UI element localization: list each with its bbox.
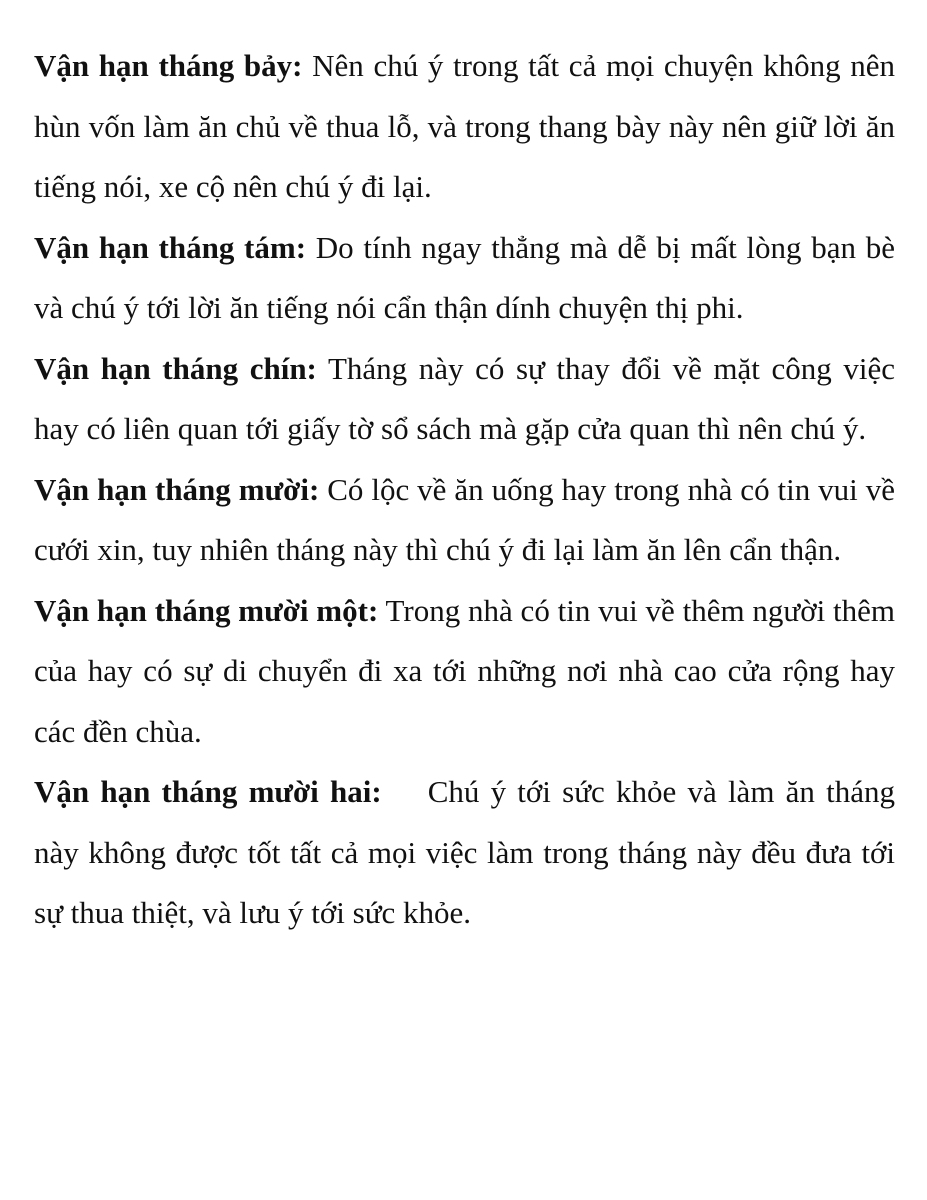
- month-label: Vận hạn tháng tám:: [34, 229, 307, 265]
- paragraph-month-12: [34, 762, 895, 944]
- month-label: Vận hạn tháng bảy:: [34, 48, 303, 83]
- month-text: Chú ý tới sức khỏe và làm ăn tháng này không được tốt tất cả mọi việc làm trong tháng này đều đưa tới sự thua thiệt, và lưu ý tới sức khỏe.: [34, 774, 896, 930]
- paragraph-month-10: [34, 460, 895, 581]
- paragraph-month-11: [34, 581, 895, 763]
- month-label: Vận hạn tháng chín:: [34, 350, 317, 386]
- month-label: Vận hạn tháng mười một:: [34, 592, 379, 628]
- month-text: Có lộc về ăn uống hay trong nhà có tin vui về cưới xin, tuy nhiên tháng này thì chú ý đi lại làm ăn lên cẩn thận.: [34, 471, 895, 567]
- document-page: [34, 36, 895, 944]
- month-label: Vận hạn tháng mười:: [34, 471, 320, 507]
- paragraph-month-9: [34, 339, 895, 460]
- paragraph-month-8: [34, 218, 895, 339]
- month-label: Vận hạn tháng mười hai:: [34, 774, 382, 809]
- month-text: Tháng này có sự thay đổi về mặt công việc hay có liên quan tới giấy tờ sổ sách mà gặp cửa quan thì nên chú ý.: [34, 350, 896, 446]
- month-text: Nên chú ý trong tất cả mọi chuyện không nên hùn vốn làm ăn chủ về thua lỗ, và trong thang bày này nên giữ lời ăn tiếng nói, xe cộ nên chú ý đi lại.: [34, 48, 895, 204]
- month-text: Trong nhà có tin vui về thêm người thêm của hay có sự di chuyển đi xa tới những nơi nhà cao cửa rộng hay các đền chùa.: [34, 592, 895, 749]
- month-text: Do tính ngay thẳng mà dễ bị mất lòng bạn bè và chú ý tới lời ăn tiếng nói cẩn thận dính chuyện thị phi.: [34, 229, 895, 325]
- paragraph-month-7: [34, 36, 895, 218]
